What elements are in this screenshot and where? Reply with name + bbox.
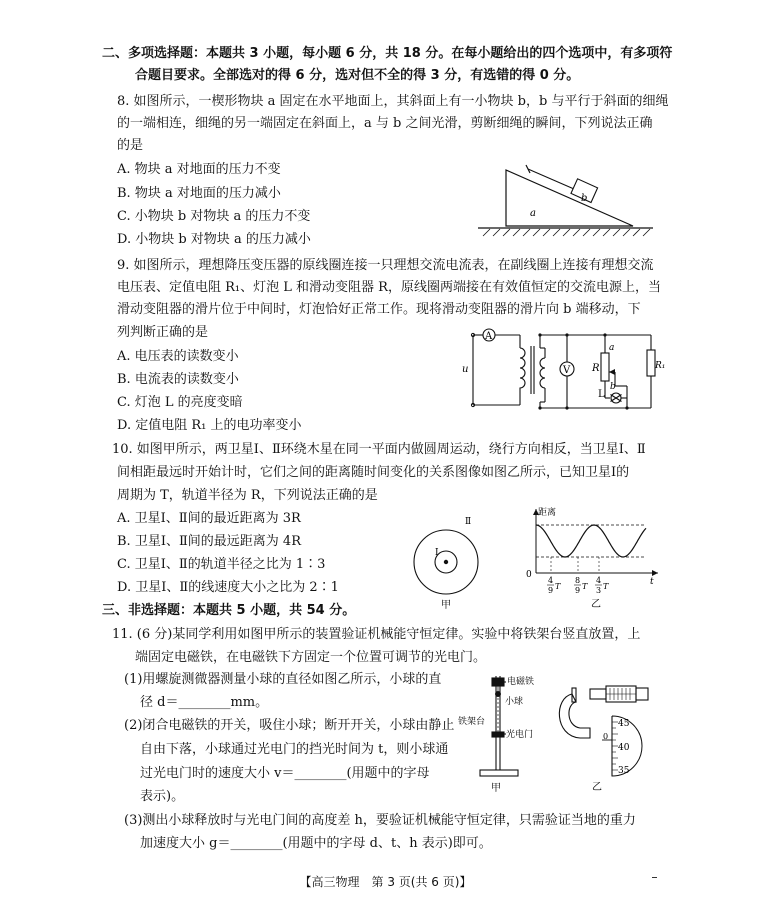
q8-block-b-label: b xyxy=(581,193,588,204)
q11-part-2-line-1: (2)闭合电磁铁的开关，吸住小球；断开开关，小球由静止 xyxy=(124,718,455,733)
q11-part-2-line-3: 过光电门时的速度大小 v＝________(用题中的字母 xyxy=(140,766,430,781)
q10-option-b: B. 卫星Ⅰ、Ⅱ间的最远距离为 4R xyxy=(117,534,301,549)
q10-fig-yi-caption: 乙 xyxy=(591,599,601,610)
q11-stem-line-2: 端固定电磁铁，在电磁铁下方固定一个位置可调节的光电门。 xyxy=(135,650,487,665)
q8-option-b: B. 物块 a 对地面的压力减小 xyxy=(117,186,281,201)
q10-tick-3-num: 4 xyxy=(596,576,602,585)
q11-part-1-line-2: 径 d＝________mm。 xyxy=(140,695,269,710)
q11-thimble-45: 45 xyxy=(618,719,630,729)
q11-fig-yi-caption: 乙 xyxy=(592,782,602,793)
q10-tick-2-num: 8 xyxy=(575,576,581,585)
q8-wedge-a-label: a xyxy=(530,208,536,219)
q10-stem-line-1: 10. 如图甲所示，两卫星Ⅰ、Ⅱ环绕木星在同一平面内做圆周运动，绕行方向相反，当卫星Ⅰ、Ⅱ xyxy=(112,442,646,457)
q9-terminal-a-label: a xyxy=(609,343,615,353)
corner-mark xyxy=(652,877,657,878)
q10-stem-line-2: 间相距最远时开始计时，它们之间的距离随时间变化的关系图像如图乙所示，已知卫星Ⅰ的 xyxy=(117,465,630,480)
q8-option-a: A. 物块 a 对地面的压力不变 xyxy=(117,162,281,177)
q11-part-2-line-4: 表示)。 xyxy=(140,789,185,804)
section-3-heading: 三、非选择题：本题共 5 小题，共 54 分。 xyxy=(102,603,356,618)
q8-wedge-figure xyxy=(478,160,658,242)
q11-photogate-label: 光电门 xyxy=(506,730,534,740)
q10-stem-line-3: 周期为 T，轨道半径为 R，下列说法正确的是 xyxy=(117,488,378,503)
q9-lamp-l-label: L xyxy=(598,389,605,400)
q9-terminal-b-label: b xyxy=(610,382,616,392)
q8-stem-line-2: 的一端相连，细绳的另一端固定在斜面上，a 与 b 之间光滑，剪断细绳的瞬间，下列说法正确 xyxy=(117,116,653,131)
q11-part-3-line-2: 加速度大小 g＝________(用题中的字母 d、t、h 表示)即可。 xyxy=(140,836,492,851)
q10-tick-1-t: T xyxy=(555,582,561,591)
q9-option-b: B. 电流表的读数变小 xyxy=(117,372,239,387)
q11-fig-jia-caption: 甲 xyxy=(491,783,501,794)
q10-distance-chart xyxy=(522,505,662,610)
q11-part-2-line-2: 自由下落，小球通过光电门的挡光时间为 t，则小球通 xyxy=(140,742,449,757)
q9-source-u-label: u xyxy=(462,364,469,375)
section-2-heading-line-2: 合题目要求。全部选对的得 6 分，选对但不全的得 3 分，有选错的得 0 分。 xyxy=(135,68,580,83)
q11-stem-line-1: 11. (6 分)某同学利用如图甲所示的装置验证机械能守恒定律。实验中将铁架台竖直放置，上 xyxy=(112,627,641,642)
q9-ammeter-label: A xyxy=(485,331,493,342)
q10-chart-y-label: 距离 xyxy=(538,508,557,518)
q11-thimble-40: 40 xyxy=(618,743,630,753)
section-2-heading-line-1: 二、多项选择题：本题共 3 小题，每小题 6 分，共 18 分。在每小题给出的四个选项中，有多项符 xyxy=(102,46,673,61)
q10-tick-1-num: 4 xyxy=(548,576,554,585)
q10-option-c: C. 卫星Ⅰ、Ⅱ的轨道半径之比为 1∶3 xyxy=(117,557,326,572)
q9-voltmeter-label: V xyxy=(563,365,571,376)
q11-thimble-35: 35 xyxy=(618,766,630,776)
q11-electromagnet-label: 电磁铁 xyxy=(507,677,535,687)
q10-option-d: D. 卫星Ⅰ、Ⅱ的线速度大小之比为 2∶1 xyxy=(117,580,339,595)
page-footer: 【高三物理 第 3 页(共 6 页)】 xyxy=(299,875,472,889)
q8-stem-line-1: 8. 如图所示，一楔形物块 a 固定在水平地面上，其斜面上有一小物块 b，b 与平行于斜面的细绳 xyxy=(117,94,669,109)
q11-part-3-line-1: (3)测出小球释放时与光电门间的高度差 h，要验证机械能守恒定律，只需验证当地的重力 xyxy=(124,813,636,828)
q9-stem-line-3: 滑动变阻器的滑片位于中间时，灯泡恰好正常工作。现将滑动变阻器的滑片向 b 端移动，下 xyxy=(117,302,641,317)
q10-orbit-figure xyxy=(405,512,495,612)
q11-part-1-line-1: (1)用螺旋测微器测量小球的直径如图乙所示，小球的直 xyxy=(124,672,442,687)
q9-option-a: A. 电压表的读数变小 xyxy=(117,349,239,364)
q11-apparatus-figure xyxy=(458,670,538,800)
q11-ball-label: 小球 xyxy=(505,697,524,707)
q9-stem-line-1: 9. 如图所示，理想降压变压器的原线圈连接一只理想交流电流表，在副线圈上连接有理想交流 xyxy=(117,258,654,273)
q9-circuit-figure xyxy=(455,318,670,418)
q9-option-c: C. 灯泡 L 的亮度变暗 xyxy=(117,395,243,410)
q10-tick-3-t: T xyxy=(603,582,609,591)
q10-satellite-ii-label: Ⅱ xyxy=(465,517,472,527)
q10-option-a: A. 卫星Ⅰ、Ⅱ间的最近距离为 3R xyxy=(117,511,301,526)
q10-satellite-i-label: Ⅰ xyxy=(435,548,439,558)
q10-tick-3-den: 3 xyxy=(596,586,602,595)
q10-fig-jia-caption: 甲 xyxy=(441,600,451,611)
q11-sleeve-zero: 0 xyxy=(603,732,609,741)
q10-distance-curve xyxy=(536,525,646,557)
q9-rheostat-r-label: R xyxy=(592,363,600,374)
q9-r1-label: R₁ xyxy=(655,361,666,371)
q10-tick-1-den: 9 xyxy=(548,586,554,595)
q11-micrometer-figure xyxy=(552,676,662,794)
q8-stem-line-3: 的是 xyxy=(117,138,144,153)
q9-option-d: D. 定值电阻 R₁ 上的电功率变小 xyxy=(117,418,302,433)
q10-tick-2-t: T xyxy=(582,582,588,591)
q8-option-c: C. 小物块 b 对物块 a 的压力不变 xyxy=(117,209,311,224)
q9-stem-line-4: 列判断正确的是 xyxy=(117,325,209,340)
q10-tick-2-den: 9 xyxy=(575,586,581,595)
q10-chart-x-label: t xyxy=(650,577,654,587)
q9-stem-line-2: 电压表、定值电阻 R₁、灯泡 L 和滑动变阻器 R，原线圈两端接在有效值恒定的交流电源上，当 xyxy=(117,280,661,295)
q11-stand-label: 铁架台 xyxy=(458,717,486,727)
q8-option-d: D. 小物块 b 对物块 a 的压力减小 xyxy=(117,232,311,247)
q10-chart-origin: 0 xyxy=(526,570,532,580)
